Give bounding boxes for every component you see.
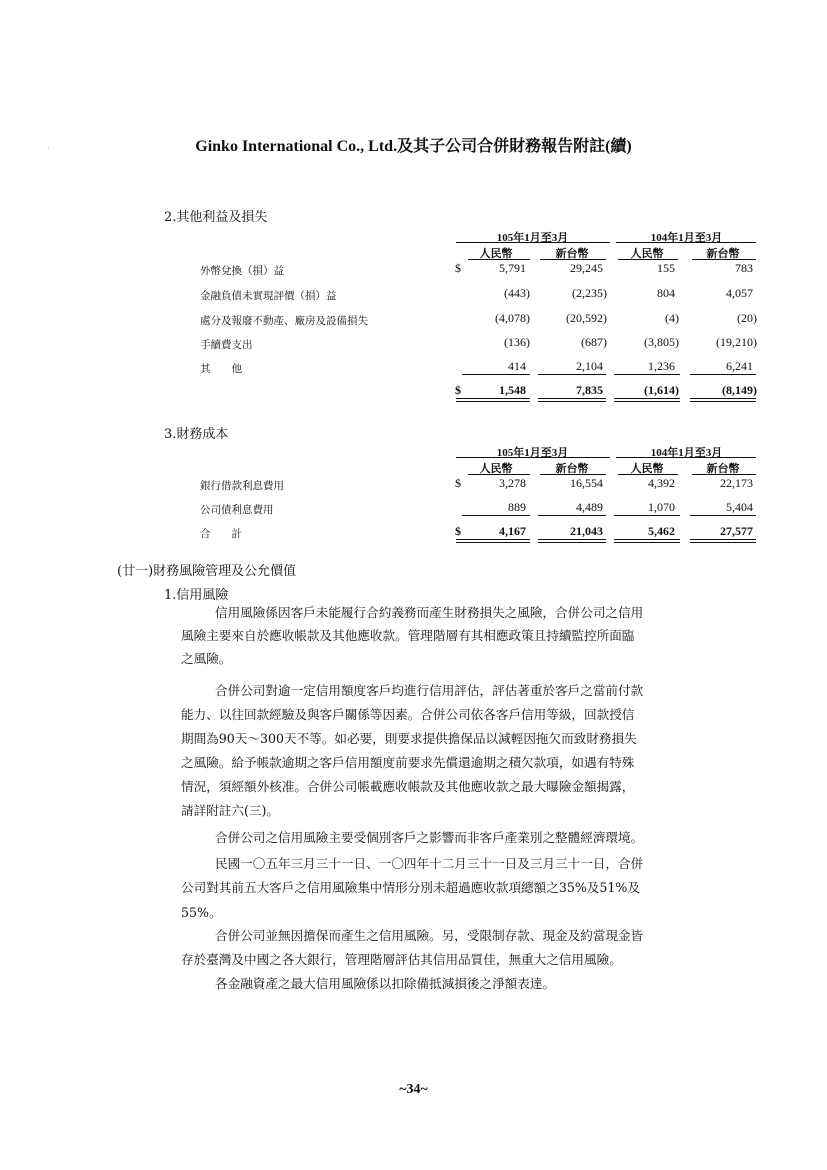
value-105-rmb: 3,278 (499, 476, 526, 490)
currency-header-twd: 新台幣 (706, 248, 740, 260)
value-105-twd: 2,104 (576, 359, 603, 373)
row-label: 公司債利息費用 (200, 504, 274, 516)
header-rule (468, 259, 530, 260)
subtotal-rule (538, 374, 606, 375)
paragraph-line: 公司對其前五大客戶之信用風險集中情形分別未超過應收款項總額之35%及51%及 (181, 880, 640, 895)
value-105-rmb: 414 (508, 359, 526, 373)
paragraph-line: 之風險。 (181, 651, 232, 666)
paragraph-line: 各金融資產之最大信用風險係以扣除備抵減損後之淨額表達。 (215, 976, 556, 991)
total-105-twd: 7,835 (576, 383, 603, 397)
paragraph-line: 風險主要來自於應收帳款及其他應收款。管理階層有其相應政策且持續監控所面臨 (181, 628, 635, 643)
paragraph-line: 請詳附註六(三)。 (181, 803, 279, 818)
value-104-twd: (20) (737, 311, 757, 325)
subtotal-rule (462, 374, 530, 375)
value-105-rmb: 5,791 (499, 261, 526, 275)
value-104-twd: 5,404 (726, 500, 753, 514)
subtotal-rule (614, 374, 680, 375)
header-rule (540, 474, 606, 475)
total-104-twd: (8,149) (722, 383, 757, 397)
header-rule (618, 474, 678, 475)
value-104-rmb: 4,392 (648, 476, 675, 490)
value-104-twd: 4,057 (726, 286, 753, 300)
currency-header-twd: 新台幣 (706, 463, 740, 475)
total-105-rmb: 1,548 (499, 383, 526, 397)
value-105-twd: (687) (581, 335, 607, 349)
total-double-rule (690, 398, 756, 402)
value-104-twd: 6,241 (726, 359, 753, 373)
value-104-twd: 22,173 (720, 476, 753, 490)
total-double-rule (614, 398, 680, 402)
total-double-rule (456, 398, 530, 402)
subtotal-rule (690, 515, 756, 516)
row-label: 手續費支出 (200, 339, 253, 351)
period-header-104: 104年1月至3月 (650, 447, 723, 459)
period-header-105: 105年1月至3月 (496, 447, 569, 459)
paragraph-line: 情況，須經額外核准。合併公司帳載應收帳款及其他應收款之最大曝險金額揭露， (181, 779, 635, 794)
total-104-twd: 27,577 (720, 524, 753, 538)
value-105-rmb: (4,078) (495, 311, 530, 325)
value-105-twd: 4,489 (576, 500, 603, 514)
header-rule (616, 242, 756, 243)
paragraph-line: 合併公司之信用風險主要受個別客戶之影響而非客戶產業別之整體經濟環境。 (215, 830, 644, 845)
row-label: 銀行借款利息費用 (200, 480, 284, 492)
value-104-rmb: (4) (665, 311, 679, 325)
value-104-rmb: 804 (657, 286, 675, 300)
value-105-rmb: 889 (508, 500, 526, 514)
page-title: Ginko International Co., Ltd.及其子公司合併財務報告附註(續) (195, 138, 632, 155)
currency-header-rmb: 人民幣 (479, 248, 513, 260)
paragraph-line: 能力、以往回款經驗及與客戶關係等因素。合併公司依各客戶信用等級，回款授信 (181, 707, 635, 722)
total-104-rmb: 5,462 (648, 524, 675, 538)
total-double-rule (456, 539, 530, 543)
sub-heading-credit-risk: 1.信用風險 (164, 588, 229, 603)
subtotal-rule (538, 515, 606, 516)
dollar-sign: $ (455, 261, 461, 275)
currency-header-rmb: 人民幣 (630, 463, 664, 475)
period-header-105: 105年1月至3月 (496, 232, 569, 244)
value-105-twd: (20,592) (566, 311, 607, 325)
section-heading-other-gains: 2.其他利益及損失 (164, 210, 268, 225)
paragraph-line: 存於臺灣及中國之各大銀行，管理階層評估其信用品質佳，無重大之信用風險。 (181, 952, 622, 967)
subtotal-rule (690, 374, 756, 375)
paragraph-line: 期間為90天～300天不等。如必要，則要求提供擔保品以減輕因拖欠而致財務損失 (181, 731, 637, 746)
total-double-rule (614, 539, 680, 543)
total-double-rule (538, 539, 606, 543)
row-label: 處分及報廢不動產、廠房及設備損失 (200, 315, 368, 327)
dollar-sign: $ (455, 524, 461, 538)
currency-header-twd: 新台幣 (555, 463, 589, 475)
section-heading-risk: (廿一)財務風險管理及公允價值 (117, 564, 297, 579)
paragraph-line: 合併公司對逾一定信用額度客戶均進行信用評估，評估著重於客戶之當前付款 (215, 683, 644, 698)
total-104-rmb: (1,614) (644, 383, 679, 397)
section-heading-finance-cost: 3.財務成本 (164, 427, 229, 442)
value-105-twd: (2,235) (572, 286, 607, 300)
total-double-rule (538, 398, 606, 402)
header-rule (618, 259, 678, 260)
row-label: 金融負債未實現評價（損）益 (200, 290, 337, 302)
row-label: 其 他 (200, 363, 242, 375)
value-104-rmb: 1,236 (648, 359, 675, 373)
value-105-rmb: (136) (504, 335, 530, 349)
paragraph-line: 55%。 (181, 905, 222, 920)
total-105-twd: 21,043 (570, 524, 603, 538)
row-label: 外幣兌換（損）益 (200, 265, 284, 277)
header-rule (540, 259, 606, 260)
currency-header-twd: 新台幣 (555, 248, 589, 260)
subtotal-rule (614, 515, 680, 516)
dollar-sign: $ (455, 476, 461, 490)
currency-header-rmb: 人民幣 (630, 248, 664, 260)
paragraph-line: 合併公司並無因擔保而產生之信用風險。另，受限制存款、現金及約當現金皆 (215, 928, 644, 943)
value-105-twd: 16,554 (570, 476, 603, 490)
header-rule (692, 474, 756, 475)
row-label: 合 計 (200, 528, 242, 540)
header-rule (692, 259, 756, 260)
header-rule (616, 457, 756, 458)
value-104-twd: 783 (735, 261, 753, 275)
paragraph-line: 信用風險係因客戶未能履行合約義務而產生財務損失之風險，合併公司之信用 (215, 605, 644, 620)
subtotal-rule (462, 515, 530, 516)
value-104-rmb: 155 (657, 261, 675, 275)
paragraph-line: 之風險。給予帳款逾期之客戶信用額度前要求先償還逾期之積欠款項，如遇有特殊 (181, 755, 635, 770)
page-number: ~34~ (399, 1082, 428, 1097)
paragraph-line: 民國一〇五年三月三十一日、一〇四年十二月三十一日及三月三十一日，合併 (215, 856, 644, 871)
value-105-rmb: (443) (504, 286, 530, 300)
header-rule (468, 474, 530, 475)
total-double-rule (690, 539, 756, 543)
currency-header-rmb: 人民幣 (479, 463, 513, 475)
dollar-sign: $ (455, 383, 461, 397)
value-104-rmb: 1,070 (648, 500, 675, 514)
value-104-rmb: (3,805) (644, 335, 679, 349)
header-rule (456, 457, 610, 458)
total-105-rmb: 4,167 (499, 524, 526, 538)
period-header-104: 104年1月至3月 (650, 232, 723, 244)
value-104-twd: (19,210) (716, 335, 757, 349)
value-105-twd: 29,245 (570, 261, 603, 275)
header-rule (456, 242, 610, 243)
